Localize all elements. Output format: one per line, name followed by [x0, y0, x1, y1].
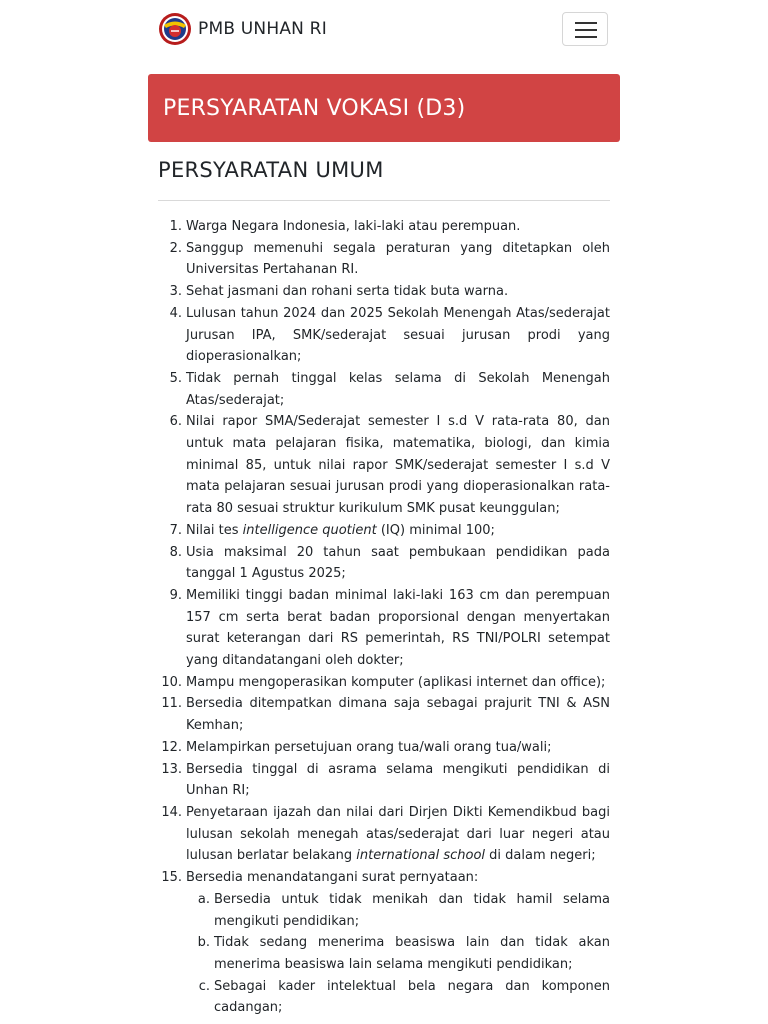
- list-text-pre: Penyetaraan ijazah dan nilai dari Dirjen Dikti Kemendikbud bagi lulusan sekolah menegah atas/sederajat dari luar negeri atau lulusan berlatar belakang: [186, 804, 610, 864]
- list-item: [169, 303, 610, 368]
- section-divider: [158, 200, 610, 201]
- brand-link[interactable]: [158, 12, 327, 46]
- sub-list-item: [198, 976, 610, 1019]
- list-item: [169, 542, 610, 585]
- list-number: 4.: [169, 305, 182, 321]
- list-text: Memiliki tinggi badan minimal laki-laki 163 cm dan perempuan 157 cm serta berat badan proporsional dengan menyertakan surat keterangan dari RS pemerintah, RS TNI/POLRI setempat yang ditandatangani oleh dokter;: [186, 587, 610, 669]
- sub-list-item: [197, 889, 610, 932]
- list-text: Melampirkan persetujuan orang tua/wali orang tua/wali;: [186, 739, 552, 755]
- list-text: Bersedia tinggal di asrama selama mengikuti pendidikan di Unhan RI;: [186, 761, 610, 799]
- list-item: [161, 802, 610, 867]
- sub-list-item: [197, 932, 610, 975]
- list-number: 11.: [161, 696, 182, 712]
- list-text: Tidak pernah tinggal kelas selama di Sekolah Menengah Atas/sederajat;: [186, 370, 610, 408]
- list-item: [169, 238, 610, 281]
- list-number: 3.: [169, 284, 182, 300]
- sub-list-text: Tidak sedang menerima beasiswa lain dan tidak akan menerima beasiswa lain selama mengikuti pendidikan;: [214, 935, 610, 972]
- list-number: 7.: [169, 522, 182, 538]
- list-text: Bersedia menandatangani surat pernyataan:: [186, 870, 479, 886]
- list-text: Sanggup memenuhi segala peraturan yang ditetapkan oleh Universitas Pertahanan RI.: [186, 240, 610, 278]
- navbar: [0, 0, 768, 62]
- list-number: 9.: [169, 587, 182, 603]
- list-number: 5.: [169, 370, 182, 386]
- list-item: [161, 737, 610, 759]
- list-item: [161, 759, 610, 802]
- list-number: 15.: [161, 870, 182, 886]
- list-number: 2.: [169, 240, 182, 256]
- list-number: 8.: [169, 544, 182, 560]
- list-text-italic: intelligence quotient: [242, 522, 377, 538]
- sub-list-letter: b.: [197, 935, 210, 951]
- sub-list-text: Bersedia untuk tidak menikah dan tidak hamil selama mengikuti pendidikan;: [214, 891, 610, 929]
- list-number: 10.: [161, 674, 182, 690]
- list-item: [169, 520, 610, 542]
- list-text: Mampu mengoperasikan komputer (aplikasi internet dan office);: [186, 674, 606, 690]
- list-text-pre: Nilai tes: [186, 522, 243, 538]
- list-item: [169, 411, 610, 520]
- list-number: 6.: [169, 414, 182, 430]
- list-text: Warga Negara Indonesia, laki-laki atau perempuan.: [186, 219, 521, 234]
- list-number: 1.: [169, 219, 182, 234]
- list-text: Nilai rapor SMA/Sederajat semester I s.d V rata-rata 80, dan untuk mata pelajaran fisika, matematika, biologi, dan kimia minimal 85, untuk nilai rapor SMK/sederajat semester I s.d V mata pelajaran sesuai jurusan prodi yang dioperasionalkan rata-rata 80 sesuai struktur kurikulum SMK pusat keunggulan;: [186, 414, 610, 517]
- list-text-post: (IQ) minimal 100;: [376, 522, 495, 538]
- list-item: [169, 281, 610, 303]
- list-item: [169, 216, 610, 238]
- hamburger-menu-icon: [575, 22, 597, 24]
- list-text: Usia maksimal 20 tahun saat pembukaan pendidikan pada tanggal 1 Agustus 2025;: [186, 544, 610, 582]
- list-item: [161, 672, 610, 694]
- list-number: 14.: [161, 804, 182, 820]
- list-number: 13.: [161, 761, 182, 777]
- sub-list-text: Sebagai kader intelektual bela negara dan komponen cadangan;: [214, 978, 610, 1016]
- hamburger-menu-icon: [575, 29, 597, 31]
- section-title: PERSYARATAN UMUM: [158, 158, 384, 182]
- list-item: [161, 867, 610, 1019]
- requirements-list: [161, 216, 610, 1019]
- sub-list-letter: a.: [197, 891, 210, 907]
- brand-text: PMB UNHAN RI: [198, 19, 327, 39]
- list-item: [169, 585, 610, 672]
- sub-list-letter: c.: [198, 978, 210, 994]
- list-text: Bersedia ditempatkan dimana saja sebagai prajurit TNI & ASN Kemhan;: [186, 696, 610, 734]
- list-text: Sehat jasmani dan rohani serta tidak buta warna.: [186, 284, 509, 300]
- hamburger-menu-button[interactable]: [562, 12, 608, 46]
- list-item: [169, 368, 610, 411]
- list-number: 12.: [161, 739, 182, 755]
- list-text-italic: international school: [356, 848, 486, 864]
- page-banner: [148, 74, 620, 142]
- unhan-emblem-icon: [158, 12, 192, 46]
- list-text: Lulusan tahun 2024 dan 2025 Sekolah Menengah Atas/sederajat Jurusan IPA, SMK/sederajat sesuai jurusan prodi yang dioperasionalkan;: [186, 305, 610, 365]
- list-item: [161, 693, 610, 736]
- hamburger-menu-icon: [575, 36, 597, 38]
- list-text-post: di dalam negeri;: [485, 848, 596, 864]
- page-title: PERSYARATAN VOKASI (D3): [163, 95, 466, 121]
- sub-requirements-list: [186, 889, 610, 1019]
